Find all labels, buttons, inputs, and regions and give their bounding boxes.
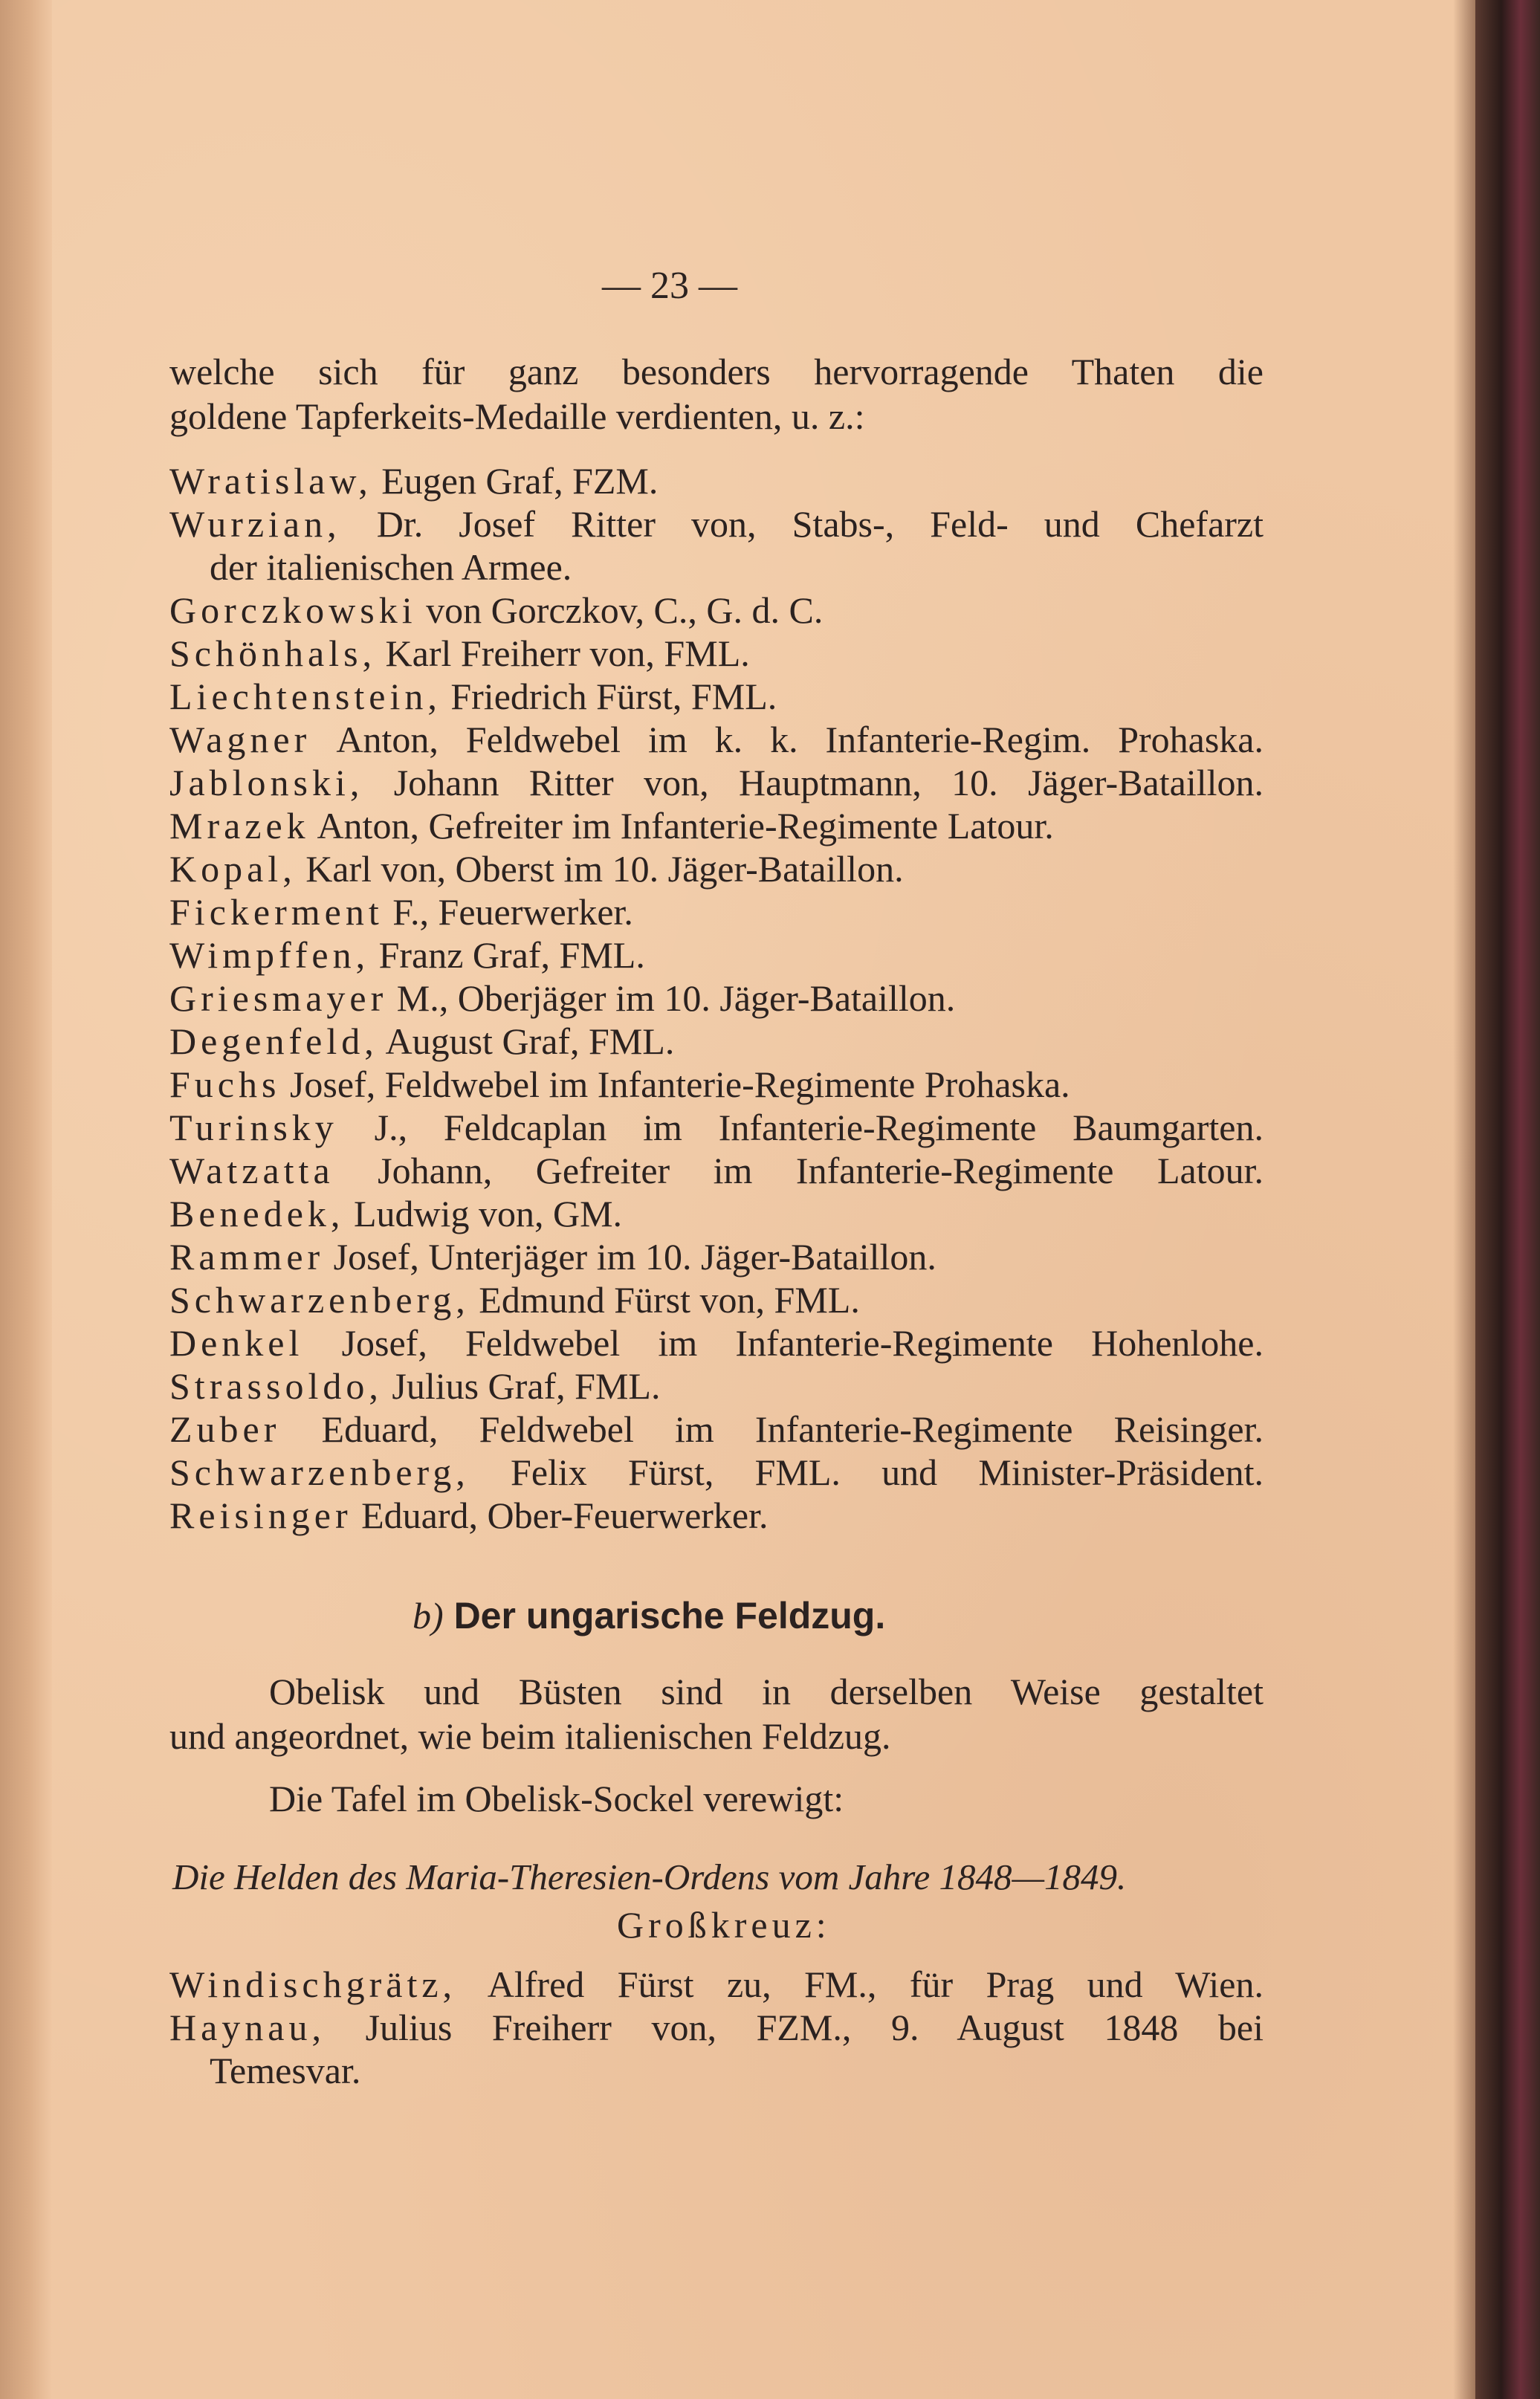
entry-detail: Alfred Fürst zu, FM., für Prag und Wien. (487, 1963, 1264, 2005)
entry-detail: der italienischen Armee. (210, 546, 572, 588)
entry-detail: Edmund Fürst von, FML. (479, 1279, 860, 1321)
list-item (169, 803, 1054, 848)
list-item (169, 1019, 674, 1063)
list-item (169, 933, 645, 977)
entry-name: Griesmayer (169, 977, 388, 1019)
entry-detail: Anton, Feldwebel im k. k. Infanterie-Regim. Prohaska. (336, 719, 1264, 760)
list-item-continuation (210, 2048, 360, 2093)
section-heading (412, 1593, 885, 1638)
list-item (169, 631, 750, 676)
entry-detail: Friedrich Fürst, FML. (450, 676, 777, 717)
entry-name: Schönhals, (169, 632, 377, 674)
entry-detail: Julius Freiherr von, FZM., 9. August 1848 bei (365, 2007, 1264, 2048)
entry-name: Degenfeld, (169, 1020, 378, 1062)
intro-line-2: goldene Tapferkeits-Medaille verdienten, u. z.: (169, 395, 865, 437)
entry-name: Mrazek (169, 805, 310, 846)
order-heading: Die Helden des Maria-Theresien-Ordens vom Jahre 1848—1849. (172, 1856, 1127, 1897)
paragraph-2: Die Tafel im Obelisk-Sockel verewigt: (269, 1778, 844, 1819)
list-item (169, 890, 633, 934)
list-item (169, 502, 1264, 546)
grosskreuz-heading: Großkreuz: (617, 1904, 831, 1946)
entry-name: Kopal, (169, 848, 297, 890)
entry-name: Strassoldo, (169, 1365, 383, 1407)
list-item (169, 1191, 622, 1236)
list-item (169, 1278, 860, 1322)
entry-name: Schwarzenberg, (169, 1451, 470, 1493)
list-item (169, 588, 823, 632)
list-item (169, 1234, 936, 1279)
entry-detail: Eduard, Ober-Feuerwerker. (361, 1495, 769, 1536)
list-item (169, 1407, 1264, 1451)
list-item-continuation (210, 545, 572, 589)
entry-detail: Karl Freiherr von, FML. (385, 632, 750, 674)
entry-name: Fuchs (169, 1063, 281, 1105)
entry-name: Reisinger (169, 1495, 352, 1536)
entry-detail: F., Feuerwerker. (392, 891, 633, 933)
entry-name: Zuber (169, 1408, 281, 1450)
entry-name: Rammer (169, 1236, 325, 1278)
entry-detail: J., Feldcaplan im Infanterie-Regimente Baumgarten. (374, 1107, 1264, 1148)
entry-name: Windischgrätz, (169, 1963, 457, 2005)
entry-name: Liechtenstein, (169, 676, 441, 717)
entry-name: Wratislaw, (169, 460, 372, 502)
entry-detail: Josef, Feldwebel im Infanterie-Regimente Prohaska. (289, 1063, 1070, 1105)
paragraph-line-1: Obelisk und Büsten sind in derselben Weise gestaltet (269, 1671, 1264, 1712)
list-item (169, 1105, 1264, 1150)
entry-name: Watzatta (169, 1150, 334, 1191)
entry-name: Wurzian, (169, 503, 341, 545)
entry-detail: Eugen Graf, FZM. (381, 460, 659, 502)
list-item (169, 1493, 769, 1538)
list-item (169, 717, 1264, 762)
entry-detail: Ludwig von, GM. (353, 1193, 623, 1234)
entry-name: Jablonski, (169, 762, 364, 803)
entry-detail: Dr. Josef Ritter von, Stabs-, Feld- und Chefarzt (376, 503, 1264, 545)
entry-detail: Johann Ritter von, Hauptmann, 10. Jäger-Bataillon. (393, 762, 1264, 803)
list-item (169, 1062, 1070, 1107)
entry-name: Turinsky (169, 1107, 338, 1148)
entry-name: Wimpffen, (169, 934, 370, 976)
entry-detail: Johann, Gefreiter im Infanterie-Regimente Latour. (378, 1150, 1264, 1191)
entry-detail: M., Oberjäger im 10. Jäger-Bataillon. (396, 977, 956, 1019)
section-letter: b) (412, 1595, 444, 1636)
list-item (169, 846, 904, 891)
entry-name: Wagner (169, 719, 311, 760)
entry-detail: Karl von, Oberst im 10. Jäger-Bataillon. (305, 848, 904, 890)
list-item (169, 1321, 1264, 1365)
entry-name: Haynau, (169, 2007, 326, 2048)
book-spine (1475, 0, 1540, 2399)
entry-name: Benedek, (169, 1193, 345, 1234)
list-item (169, 1962, 1264, 2007)
list-item (169, 1148, 1264, 1193)
list-item (169, 760, 1264, 805)
entry-detail: Temesvar. (210, 2050, 361, 2091)
list-item (169, 976, 955, 1020)
entry-detail: Josef, Unterjäger im 10. Jäger-Bataillon. (333, 1236, 936, 1278)
list-item (169, 1450, 1264, 1495)
entry-detail: Franz Graf, FML. (378, 934, 645, 976)
list-item (169, 674, 777, 719)
entry-name: Schwarzenberg, (169, 1279, 470, 1321)
entry-name: Fickerment (169, 891, 384, 933)
list-item (169, 1364, 660, 1408)
entry-detail: Julius Graf, FML. (392, 1365, 661, 1407)
entry-detail: von Gorczkov, C., G. d. C. (426, 589, 824, 631)
section-title: Der ungarische Feldzug. (453, 1595, 886, 1636)
paragraph-line-2: und angeordnet, wie beim italienischen Feldzug. (169, 1715, 891, 1757)
entry-detail: Josef, Feldwebel im Infanterie-Regimente Hohenlohe. (341, 1322, 1264, 1364)
entry-name: Gorczkowski (169, 589, 417, 631)
entry-detail: Eduard, Feldwebel im Infanterie-Regimente Reisinger. (321, 1408, 1264, 1450)
page-number: — 23 — (602, 265, 737, 307)
entry-detail: August Graf, FML. (385, 1020, 675, 1062)
entry-name: Denkel (169, 1322, 304, 1364)
entry-detail: Felix Fürst, FML. und Minister-Präsident. (511, 1451, 1264, 1493)
intro-line-1: welche sich für ganz besonders hervorragende Thaten die (169, 351, 1264, 392)
entry-detail: Anton, Gefreiter im Infanterie-Regimente Latour. (317, 805, 1054, 846)
list-item (169, 2005, 1264, 2050)
list-item (169, 459, 658, 503)
